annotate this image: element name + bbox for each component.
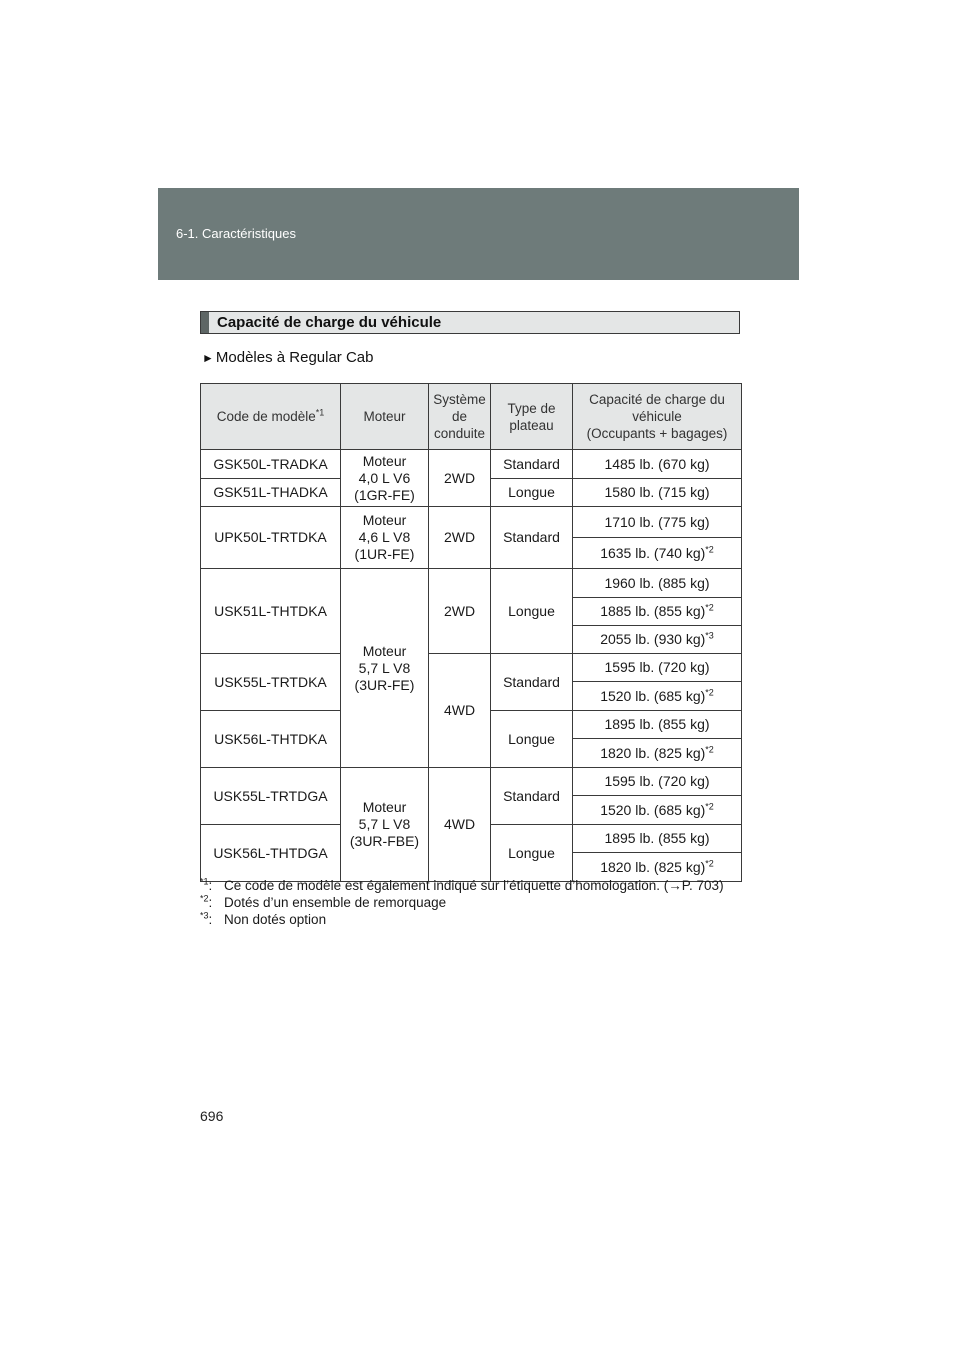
model-code-cell: USK51L-THTDKA [201,569,341,654]
header-engine: Moteur [341,384,429,450]
header-model-code: Code de modèle$^{*1}$ [201,384,341,450]
engine-cell: Moteur 5,7 L V8 (3UR-FBE) [341,768,429,882]
capacity-cell: 1960 lb. (885 kg) [573,569,742,598]
capacity-cell: 1820 lb. (825 kg)$^{*2}$ [573,853,742,882]
footnotes [200,878,742,929]
footnote-text: Ce code de modèle est également indiqué sur l’étiquette d’homologation. (→P. 703) [224,878,724,893]
section-breadcrumb: 6-1. Caractéristiques [176,226,296,241]
subheading-text: Modèles à Regular Cab [215,349,374,366]
footnote-marker: $^{*3}$: [200,910,213,927]
model-code-cell: USK56L-THTDGA [201,825,341,882]
model-code-cell: USK56L-THTDKA [201,711,341,768]
bed-cell: Longue [491,479,573,507]
footnote-marker: $^{*2}$: [200,893,213,910]
table-header-row [201,384,742,450]
section-title-box [200,311,740,334]
section-title-accent-bar [201,312,209,333]
capacity-cell: 2055 lb. (930 kg)$^{*3}$ [573,626,742,654]
table-row [201,654,742,682]
header-drive-system: Système de conduite [429,384,491,450]
engine-cell: Moteur 5,7 L V8 (3UR-FE) [341,569,429,768]
bed-cell: Standard [491,450,573,479]
header-band [158,188,799,280]
bed-cell: Longue [491,825,573,882]
capacity-cell: 1580 lb. (715 kg) [573,479,742,507]
drive-cell: 2WD [429,450,491,507]
engine-cell: Moteur 4,0 L V6 (1GR-FE) [341,450,429,507]
table-row [201,768,742,796]
subheading [202,349,373,366]
model-code-cell: UPK50L-TRTDKA [201,507,341,569]
load-capacity-table [200,383,742,882]
bed-cell: Longue [491,711,573,768]
table-row [201,569,742,598]
drive-cell: 2WD [429,507,491,569]
bed-cell: Standard [491,654,573,711]
capacity-cell: 1895 lb. (855 kg) [573,711,742,739]
footnote-text: Dotés d’un ensemble de remorquage [224,895,447,910]
capacity-cell: 1595 lb. (720 kg) [573,768,742,796]
model-code-cell: GSK51L-THADKA [201,479,341,507]
capacity-cell: 1485 lb. (670 kg) [573,450,742,479]
engine-cell: Moteur 4,6 L V8 (1UR-FE) [341,507,429,569]
model-code-cell: USK55L-TRTDGA [201,768,341,825]
capacity-cell: 1895 lb. (855 kg) [573,825,742,853]
header-load-capacity: Capacité de charge du véhicule (Occupants + bagages) [573,384,742,450]
capacity-cell: 1520 lb. (685 kg)$^{*2}$ [573,796,742,825]
section-title: Capacité de charge du véhicule [217,314,442,331]
bed-cell: Longue [491,569,573,654]
capacity-cell: 1820 lb. (825 kg)$^{*2}$ [573,739,742,768]
footnote-2 [200,895,742,910]
footnote-marker: $^{*1}$: [200,876,213,893]
capacity-cell: 1520 lb. (685 kg)$^{*2}$ [573,682,742,711]
capacity-cell: 1885 lb. (855 kg)$^{*2}$ [573,598,742,626]
table-row [201,507,742,538]
footnote-3 [200,912,742,927]
drive-cell: 4WD [429,768,491,882]
bed-cell: Standard [491,768,573,825]
capacity-cell: 1635 lb. (740 kg)$^{*2}$ [573,538,742,569]
drive-cell: 4WD [429,654,491,768]
footnote-text: Non dotés option [224,912,327,927]
header-bed-type: Type de plateau [491,384,573,450]
table-row [201,450,742,479]
model-code-cell: USK55L-TRTDKA [201,654,341,711]
bed-cell: Standard [491,507,573,569]
model-code-cell: GSK50L-TRADKA [201,450,341,479]
drive-cell: 2WD [429,569,491,654]
capacity-cell: 1710 lb. (775 kg) [573,507,742,538]
capacity-cell: 1595 lb. (720 kg) [573,654,742,682]
triangle-right-icon: ► [202,351,214,365]
page-number: 696 [200,1108,224,1124]
footnote-1 [200,878,742,893]
